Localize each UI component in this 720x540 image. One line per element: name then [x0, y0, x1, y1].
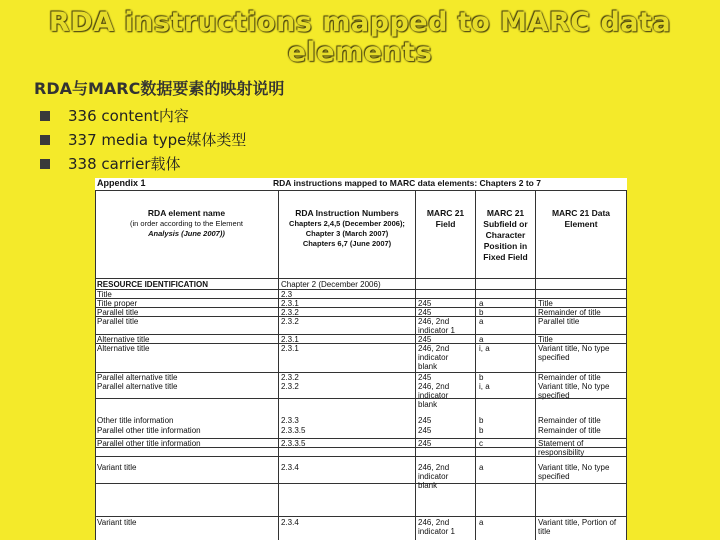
column-header-element-name: RDA element name (in order according to the Element Analysis (June 2007)) [130, 208, 243, 238]
cell-marc-field: 245 [418, 439, 432, 448]
column-divider [415, 190, 416, 540]
cell-data-element-cont: specified [538, 391, 570, 400]
cell-data-element-cont: responsibility [538, 448, 585, 457]
mapping-table [95, 190, 627, 540]
cell-element-name: Variant title [97, 463, 137, 472]
cell-subfield: a [479, 299, 484, 308]
cell-data-element-cont: specified [538, 472, 570, 481]
cell-rda-number: 2.3.3.5 [281, 439, 306, 448]
cell-marc-field-cont: indicator [418, 472, 449, 481]
cell-rda-number: 2.3.1 [281, 299, 299, 308]
cell-data-element: Title [538, 299, 553, 308]
cell-rda-number: 2.3.3.5 [281, 426, 306, 435]
row-divider [95, 190, 627, 191]
cell-marc-field: 246, 2nd [418, 518, 450, 527]
cell-marc-field: 246, 2nd [418, 463, 450, 472]
square-bullet-icon [40, 111, 50, 121]
bullet-item [40, 128, 246, 152]
cell-marc-field: 246, 2nd [418, 317, 450, 326]
cell-rda-number: 2.3 [281, 290, 293, 299]
cell-data-element-cont: specified [538, 353, 570, 362]
cell-subfield: b [479, 308, 484, 317]
bullet-text: 337 media type媒体类型 [68, 131, 247, 149]
cell-subfield: a [479, 335, 484, 344]
cell-rda-number: 2.3.2 [281, 373, 299, 382]
cell-data-element-cont: title [538, 527, 551, 536]
column-header-data-element: MARC 21 Data Element [551, 208, 611, 229]
bullet-item [40, 152, 246, 176]
section-name: RESOURCE IDENTIFICATION [97, 280, 208, 289]
cell-rda-number: 2.3.3 [281, 416, 299, 425]
cell-marc-field-cont: blank [418, 481, 438, 490]
cell-marc-field: 245 [418, 335, 432, 344]
cell-data-element: Variant title, No type [538, 344, 610, 353]
cell-subfield: i, a [479, 344, 490, 353]
cell-marc-field: 245 [418, 308, 432, 317]
cell-rda-number: 2.3.4 [281, 518, 299, 527]
row-divider [95, 483, 627, 484]
cell-marc-field: 245 [418, 373, 432, 382]
cell-data-element: Remainder of title [538, 426, 601, 435]
cell-rda-number: 2.3.2 [281, 382, 299, 391]
slide-title: RDA instructions mapped to MARC data elements [48, 7, 672, 68]
cell-element-name: Parallel alternative title [97, 373, 178, 382]
cell-marc-field: 245 [418, 299, 432, 308]
square-bullet-icon [40, 159, 50, 169]
cell-marc-field: 246, 2nd [418, 382, 450, 391]
cell-subfield: i, a [479, 382, 490, 391]
cell-marc-field: 245 [418, 426, 432, 435]
cell-marc-field-cont: indicator 1 [418, 527, 455, 536]
cell-data-element: Remainder of title [538, 373, 601, 382]
square-bullet-icon [40, 135, 50, 145]
cell-marc-field-cont: indicator [418, 353, 449, 362]
cell-marc-field: 246, 2nd [418, 344, 450, 353]
column-divider [535, 190, 536, 540]
cell-data-element: Parallel title [538, 317, 580, 326]
cell-element-name: Parallel other title information [97, 439, 201, 448]
cell-data-element: Remainder of title [538, 308, 601, 317]
cell-subfield: b [479, 416, 484, 425]
cell-marc-field: 245 [418, 416, 432, 425]
cell-subfield: a [479, 317, 484, 326]
cell-marc-field-cont: indicator 1 [418, 326, 455, 335]
cell-subfield: a [479, 518, 484, 527]
column-header-subfield: MARC 21 Subfield or Character Position in Fixed Field [483, 208, 528, 262]
cell-element-name: Alternative title [97, 335, 150, 344]
cell-rda-number: 2.3.4 [281, 463, 299, 472]
cell-rda-number: 2.3.1 [281, 344, 299, 353]
cell-data-element: Statement of [538, 439, 584, 448]
row-divider [95, 278, 627, 279]
cell-data-element: Variant title, No type [538, 382, 610, 391]
cell-marc-field-cont: blank [418, 362, 438, 371]
column-header-rda-numbers: RDA Instruction Numbers Chapters 2,4,5 (December 2006); Chapter 3 (March 2007) Chapters 6,7 (June 2007) [289, 208, 405, 248]
bullet-text: 338 carrier载体 [68, 155, 181, 173]
document-heading: RDA instructions mapped to MARC data elements: Chapters 2 to 7 [273, 178, 541, 188]
cell-rda-number: 2.3.2 [281, 317, 299, 326]
slide-subtitle: RDA与MARC数据要素的映射说明 [34, 79, 285, 98]
cell-rda-number: 2.3.2 [281, 308, 299, 317]
cell-subfield: b [479, 426, 484, 435]
cell-element-name: Other title information [97, 416, 174, 425]
cell-element-name: Alternative title [97, 344, 150, 353]
column-header-marc-field: MARC 21 Field [426, 208, 465, 229]
appendix-label: Appendix 1 [97, 178, 146, 188]
cell-element-name: Title [97, 290, 112, 299]
cell-marc-field-cont: blank [418, 400, 438, 409]
embedded-document [95, 178, 627, 540]
table-border [626, 190, 627, 540]
cell-marc-field-cont: indicator [418, 391, 449, 400]
cell-data-element: Title [538, 335, 553, 344]
cell-rda-number: 2.3.1 [281, 335, 299, 344]
cell-data-element: Remainder of title [538, 416, 601, 425]
cell-element-name: Parallel title [97, 308, 139, 317]
cell-subfield: c [479, 439, 483, 448]
cell-element-name: Variant title [97, 518, 137, 527]
bullet-list [40, 104, 246, 176]
cell-element-name: Parallel title [97, 317, 139, 326]
table-border [95, 190, 96, 540]
cell-data-element: Variant title, No type [538, 463, 610, 472]
cell-data-element: Variant title, Portion of [538, 518, 617, 527]
row-divider [95, 289, 627, 290]
bullet-item [40, 104, 246, 128]
section-chapter: Chapter 2 (December 2006) [281, 280, 381, 289]
row-divider [95, 516, 627, 517]
cell-subfield: a [479, 463, 484, 472]
bullet-text: 336 content内容 [68, 107, 189, 125]
cell-element-name: Parallel other title information [97, 426, 201, 435]
cell-subfield: b [479, 373, 484, 382]
cell-element-name: Parallel alternative title [97, 382, 178, 391]
cell-element-name: Title proper [97, 299, 138, 308]
